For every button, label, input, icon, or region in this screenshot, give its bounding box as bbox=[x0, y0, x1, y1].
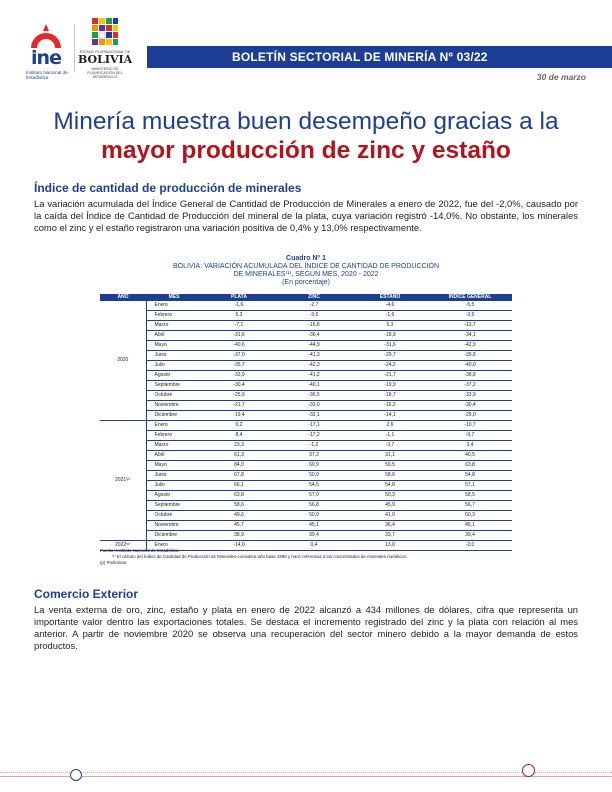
table-header-row bbox=[100, 294, 512, 301]
zinc-cell: -42,3 bbox=[276, 361, 352, 371]
plata-cell: 8,4 bbox=[202, 431, 276, 441]
zinc-cell: 39,4 bbox=[276, 531, 352, 541]
bolivia-state-label: ESTADO PLURINACIONAL DE bbox=[79, 50, 131, 54]
footer-red-circle-icon bbox=[522, 764, 535, 777]
estano-cell: 13,0 bbox=[352, 541, 428, 551]
page-title-line1: Minería muestra buen desempeño gracias a la bbox=[53, 108, 559, 135]
estano-cell: 36,4 bbox=[352, 521, 428, 531]
index-cell: -10,7 bbox=[428, 421, 512, 431]
plata-cell: -19,4 bbox=[202, 411, 276, 421]
plata-cell: -21,7 bbox=[202, 401, 276, 411]
zinc-cell: -36,5 bbox=[276, 391, 352, 401]
month-cell: Septiembre bbox=[146, 381, 202, 391]
table-row bbox=[100, 331, 512, 341]
estano-cell: 2,6 bbox=[352, 421, 428, 431]
zinc-cell: -1,2 bbox=[276, 441, 352, 451]
index-cell: -34,1 bbox=[428, 331, 512, 341]
table-title-line1: BOLIVIA: VARIACIÓN ACUMULADA DEL ÍNDICE DE CANTIDAD DE PRODUCCIÓN bbox=[172, 263, 440, 270]
table-row bbox=[100, 381, 512, 391]
month-cell: Enero bbox=[146, 541, 202, 551]
month-cell: Septiembre bbox=[146, 501, 202, 511]
section1-heading: Índice de cantidad de producción de minerales bbox=[34, 181, 302, 195]
table-row bbox=[100, 321, 512, 331]
footer-dotted-line bbox=[0, 772, 612, 773]
table-row bbox=[100, 401, 512, 411]
footer-blue-circle-icon bbox=[70, 769, 82, 781]
estano-cell: -24,2 bbox=[352, 361, 428, 371]
estano-cell: 59,5 bbox=[352, 461, 428, 471]
table-source: Fuente: Instituto Nacional de Estadística bbox=[100, 548, 179, 553]
table-unit: (En porcentaje) bbox=[282, 279, 330, 286]
estano-cell: 58,6 bbox=[352, 471, 428, 481]
plata-cell: -40,6 bbox=[202, 341, 276, 351]
col-header-index: ÍNDICE GENERAL bbox=[428, 294, 512, 301]
zinc-cell: -41,2 bbox=[276, 371, 352, 381]
estano-cell: 5,3 bbox=[352, 321, 428, 331]
index-cell: -2,0 bbox=[428, 541, 512, 551]
plata-cell: -31,6 bbox=[202, 331, 276, 341]
bolivia-ministry: MINISTERIO DE PLANIFICACIÓN DEL DESARROLLO bbox=[87, 67, 123, 79]
index-cell: -9,7 bbox=[428, 431, 512, 441]
col-header-plata: PLATA bbox=[202, 294, 276, 301]
logo-divider bbox=[74, 24, 75, 72]
zinc-cell: 56,8 bbox=[276, 501, 352, 511]
zinc-cell: 54,5 bbox=[276, 481, 352, 491]
month-cell: Noviembre bbox=[146, 521, 202, 531]
plata-cell: 63,8 bbox=[202, 491, 276, 501]
plata-cell: -33,9 bbox=[202, 371, 276, 381]
table-row bbox=[100, 461, 512, 471]
month-cell: Mayo bbox=[146, 461, 202, 471]
month-cell: Diciembre bbox=[146, 411, 202, 421]
table-row bbox=[100, 371, 512, 381]
index-cell: 3,4 bbox=[428, 441, 512, 451]
table-row bbox=[100, 341, 512, 351]
estano-cell: -16,2 bbox=[352, 401, 428, 411]
index-cell: 50,3 bbox=[428, 511, 512, 521]
plata-cell: -37,0 bbox=[202, 351, 276, 361]
zinc-cell: -32,1 bbox=[276, 411, 352, 421]
month-cell: Julio bbox=[146, 361, 202, 371]
col-header-month: MES bbox=[146, 294, 202, 301]
year-cell: 2022⁽ᵖ⁾ bbox=[100, 541, 146, 551]
zinc-cell: -40,1 bbox=[276, 381, 352, 391]
index-cell: -3,5 bbox=[428, 311, 512, 321]
ine-subtitle: Instituto Nacional de Estadística bbox=[26, 70, 68, 80]
plata-cell: 0,2 bbox=[202, 421, 276, 431]
index-cell: -33,9 bbox=[428, 391, 512, 401]
zinc-cell: 57,0 bbox=[276, 491, 352, 501]
table-row bbox=[100, 301, 512, 311]
month-cell: Agosto bbox=[146, 491, 202, 501]
plata-cell: 67,8 bbox=[202, 471, 276, 481]
index-cell: 56,7 bbox=[428, 501, 512, 511]
index-cell: 58,5 bbox=[428, 491, 512, 501]
estano-cell: 50,3 bbox=[352, 491, 428, 501]
year-cell: 2020 bbox=[100, 301, 146, 421]
year-cell: 2021⁽ᵖ⁾ bbox=[100, 421, 146, 541]
zinc-cell: -2,7 bbox=[276, 301, 352, 311]
index-cell: -30,4 bbox=[428, 401, 512, 411]
plata-cell: -35,7 bbox=[202, 361, 276, 371]
zinc-cell: 50,9 bbox=[276, 511, 352, 521]
estano-cell: -3,7 bbox=[352, 441, 428, 451]
table-row bbox=[100, 351, 512, 361]
estano-cell: -21,7 bbox=[352, 371, 428, 381]
col-header-zinc: ZINC bbox=[276, 294, 352, 301]
month-cell: Junio bbox=[146, 351, 202, 361]
table-row bbox=[100, 521, 512, 531]
index-cell: -39,8 bbox=[428, 351, 512, 361]
estano-cell: 54,8 bbox=[352, 481, 428, 491]
table-notes bbox=[100, 548, 520, 566]
page-title-line2: mayor producción de zinc y estaño bbox=[101, 137, 511, 164]
zinc-cell: 60,9 bbox=[276, 461, 352, 471]
col-header-year: AÑO bbox=[100, 294, 146, 301]
month-cell: Mayo bbox=[146, 341, 202, 351]
index-cell: 54,8 bbox=[428, 471, 512, 481]
plata-cell: 5,3 bbox=[202, 311, 276, 321]
plata-cell: -14,0 bbox=[202, 541, 276, 551]
estano-cell: -19,9 bbox=[352, 381, 428, 391]
plata-cell: 23,3 bbox=[202, 441, 276, 451]
month-cell: Noviembre bbox=[146, 401, 202, 411]
index-cell: 39,4 bbox=[428, 531, 512, 541]
month-cell: Diciembre bbox=[146, 531, 202, 541]
zinc-cell: -41,3 bbox=[276, 351, 352, 361]
ine-arc-icon bbox=[29, 20, 63, 50]
estano-cell: 41,0 bbox=[352, 511, 428, 521]
estano-cell: -18,7 bbox=[352, 391, 428, 401]
section1-paragraph: La variación acumulada del Índice General de Cantidad de Producción de Minerales a enero de 2022, fue del -2,0%, causado por la caída del Índice de Cantidad de Producción del mineral de la plata, cuya variación registró -14,0%. No obstante, los minerales como el zinc y el estaño registraron una variación positiva de 0,4% y 13,0% respectivamente. bbox=[34, 198, 578, 234]
zinc-cell: 50,9 bbox=[276, 471, 352, 481]
estano-cell: -18,9 bbox=[352, 331, 428, 341]
estano-cell: -1,6 bbox=[352, 311, 428, 321]
index-cell: -42,9 bbox=[428, 341, 512, 351]
month-cell: Febrero bbox=[146, 311, 202, 321]
publication-date: 30 de marzo bbox=[536, 72, 586, 82]
bolivia-emblem-icon bbox=[90, 16, 120, 48]
plata-cell: 58,6 bbox=[202, 501, 276, 511]
zinc-cell: -17,2 bbox=[276, 431, 352, 441]
section2-heading: Comercio Exterior bbox=[34, 587, 139, 601]
table-note-1: ⁽¹⁾ El cálculo del Índice de Cantidad de Producción de Minerales considera año base 1990 y hace referencia a los concentrados de minerales metálicos. bbox=[112, 554, 408, 559]
index-cell: -5,5 bbox=[428, 301, 512, 311]
month-cell: Febrero bbox=[146, 431, 202, 441]
zinc-cell: 0,4 bbox=[276, 541, 352, 551]
zinc-cell: -3,6 bbox=[276, 311, 352, 321]
table-note-2: (p) Preliminar bbox=[100, 560, 127, 565]
plata-cell: -25,9 bbox=[202, 391, 276, 401]
table-row bbox=[100, 481, 512, 491]
month-cell: Marzo bbox=[146, 321, 202, 331]
table-row bbox=[100, 431, 512, 441]
zinc-cell: 45,1 bbox=[276, 521, 352, 531]
bolivia-logo bbox=[78, 16, 132, 80]
month-cell: Julio bbox=[146, 481, 202, 491]
table-row bbox=[100, 421, 512, 431]
index-cell: 40,5 bbox=[428, 451, 512, 461]
plata-cell: 45,7 bbox=[202, 521, 276, 531]
index-cell: 63,8 bbox=[428, 461, 512, 471]
ine-logo bbox=[22, 18, 70, 80]
plata-cell: 49,6 bbox=[202, 511, 276, 521]
estano-cell: -1,1 bbox=[352, 431, 428, 441]
table-row bbox=[100, 501, 512, 511]
plata-cell: 38,9 bbox=[202, 531, 276, 541]
bolivia-name: BOLIVIA bbox=[78, 53, 133, 66]
index-cell: -37,2 bbox=[428, 381, 512, 391]
estano-cell: 45,9 bbox=[352, 501, 428, 511]
table-row bbox=[100, 391, 512, 401]
bulletin-banner: BOLETÍN SECTORIAL DE MINERÍA Nº 03/22 bbox=[147, 46, 612, 68]
estano-cell: -14,1 bbox=[352, 411, 428, 421]
month-cell: Abril bbox=[146, 331, 202, 341]
estano-cell: 31,1 bbox=[352, 451, 428, 461]
zinc-cell: -16,8 bbox=[276, 321, 352, 331]
table-row bbox=[100, 531, 512, 541]
plata-cell: -1,6 bbox=[202, 301, 276, 311]
ine-wordmark: ine bbox=[31, 47, 61, 69]
index-cell: 57,1 bbox=[428, 481, 512, 491]
plata-cell: 61,3 bbox=[202, 451, 276, 461]
col-header-estano: ESTAÑO bbox=[352, 294, 428, 301]
zinc-cell: -36,4 bbox=[276, 331, 352, 341]
month-cell: Octubre bbox=[146, 391, 202, 401]
estano-cell: -31,6 bbox=[352, 341, 428, 351]
zinc-cell: -44,9 bbox=[276, 341, 352, 351]
plata-cell: -30,4 bbox=[202, 381, 276, 391]
index-cell: -40,0 bbox=[428, 361, 512, 371]
month-cell: Agosto bbox=[146, 371, 202, 381]
index-cell: -13,7 bbox=[428, 321, 512, 331]
estano-cell: -4,6 bbox=[352, 301, 428, 311]
table-number: Cuadro Nº 1 bbox=[286, 255, 326, 262]
table-title-line2: DE MINERALES⁽¹⁾, SEGÚN MES, 2020 - 2022 bbox=[233, 271, 379, 278]
estano-cell: 33,7 bbox=[352, 531, 428, 541]
table-row bbox=[100, 411, 512, 421]
section2-paragraph: La venta externa de oro, zinc, estaño y plata en enero de 2022 alcanzó a 434 millones de dólares, cifra que representa un importante valor dentro las exportaciones totales. Se destaca el incremento registrado del zinc y la plata con relación al mes anterior. A partir de noviembre 2020 se observa una recuperación del sector minero debido a la mayor demanda de estos productos. bbox=[34, 604, 578, 652]
zinc-cell: -17,1 bbox=[276, 421, 352, 431]
month-cell: Marzo bbox=[146, 441, 202, 451]
zinc-cell: 37,2 bbox=[276, 451, 352, 461]
month-cell: Enero bbox=[146, 421, 202, 431]
plata-cell: 66,1 bbox=[202, 481, 276, 491]
table-row bbox=[100, 491, 512, 501]
plata-cell: -7,1 bbox=[202, 321, 276, 331]
index-cell: -38,8 bbox=[428, 371, 512, 381]
plata-cell: 84,0 bbox=[202, 461, 276, 471]
table-row bbox=[100, 361, 512, 371]
index-cell: -29,0 bbox=[428, 411, 512, 421]
month-cell: Junio bbox=[146, 471, 202, 481]
month-cell: Octubre bbox=[146, 511, 202, 521]
table-row bbox=[100, 471, 512, 481]
estano-cell: -29,7 bbox=[352, 351, 428, 361]
zinc-cell: -33,0 bbox=[276, 401, 352, 411]
footer-line bbox=[0, 776, 612, 777]
month-cell: Enero bbox=[146, 301, 202, 311]
table-row bbox=[100, 451, 512, 461]
index-cell: 45,1 bbox=[428, 521, 512, 531]
table-row bbox=[100, 311, 512, 321]
month-cell: Abril bbox=[146, 451, 202, 461]
production-index-table bbox=[100, 294, 512, 551]
table-row bbox=[100, 511, 512, 521]
table-row bbox=[100, 441, 512, 451]
